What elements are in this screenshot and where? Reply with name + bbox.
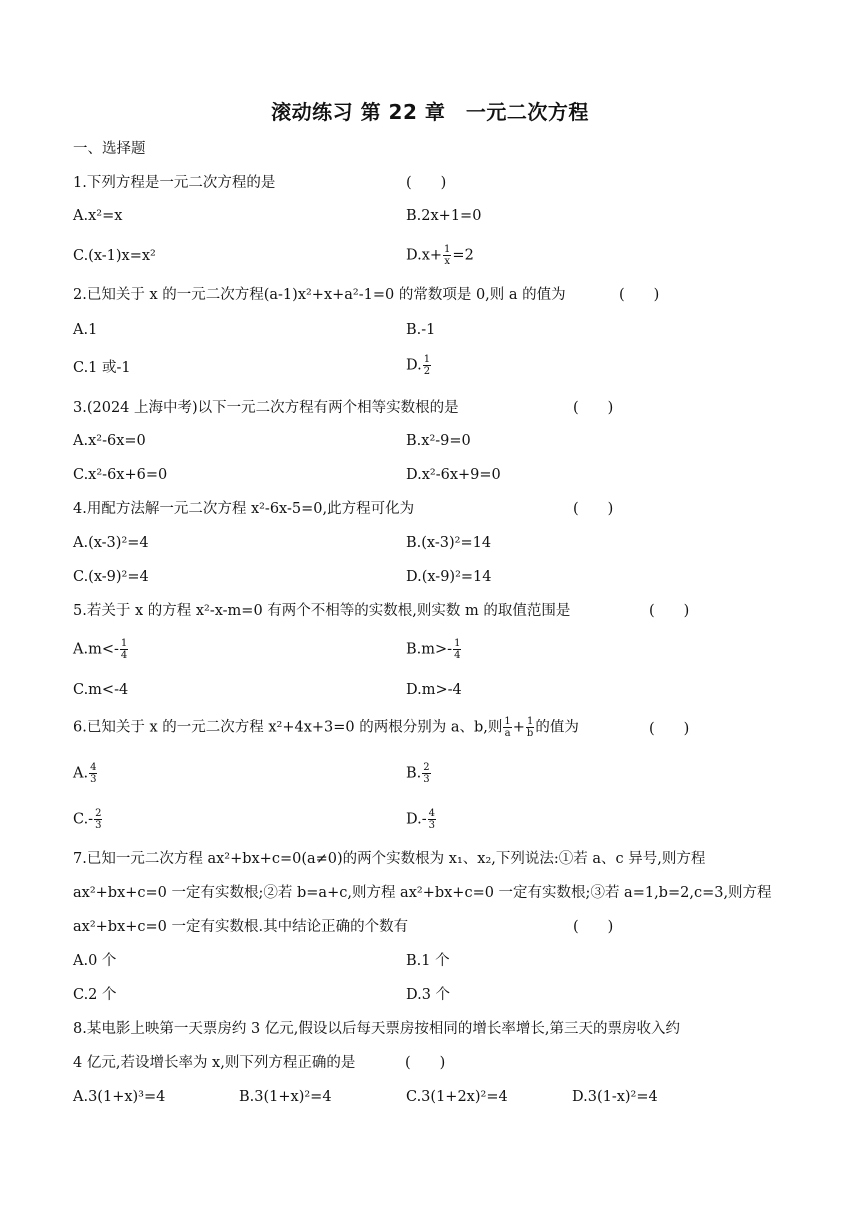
page-title: 滚动练习 第 22 章 一元二次方程	[271, 100, 589, 124]
q6-option-d-fraction	[428, 808, 436, 831]
q4-option-a: A.(x-3)²=4	[73, 535, 149, 551]
q6-stem-prefix: 6.已知关于 x 的一元二次方程 x²+4x+3=0 的两根分别为 a、b,则	[73, 719, 503, 736]
q1-option-d	[406, 244, 474, 267]
fraction-denominator: 3	[428, 820, 435, 831]
q1-option-d-fraction	[443, 244, 451, 267]
q1-stem: 1.下列方程是一元二次方程的是	[73, 175, 276, 191]
q6-option-a	[73, 762, 98, 785]
q8-option-d: D.3(1-x)²=4	[572, 1089, 658, 1105]
q3-answer-paren: ( )	[573, 400, 614, 416]
q8-option-c: C.3(1+2x)²=4	[406, 1089, 508, 1105]
q3-option-c: C.x²-6x+6=0	[73, 467, 168, 483]
q6-stem	[73, 716, 579, 739]
q7-stem-line-3: ax²+bx+c=0 一定有实数根.其中结论正确的个数有	[73, 919, 409, 935]
q6-option-b	[406, 762, 432, 785]
fraction-numerator: 1	[454, 638, 461, 649]
fraction-denominator: a	[504, 728, 511, 739]
fraction-denominator: 3	[90, 774, 97, 785]
q2-option-d-fraction	[423, 354, 431, 377]
q5-option-a	[73, 638, 129, 661]
q7-stem-line-1: 7.已知一元二次方程 ax²+bx+c=0(a≠0)的两个实数根为 x₁、x₂,下列说法:①若 a、c 异号,则方程	[73, 851, 706, 867]
q6-answer-paren: ( )	[649, 721, 690, 737]
q2-option-c: C.1 或-1	[73, 360, 131, 376]
fraction-denominator: 4	[120, 650, 128, 661]
q6-option-a-prefix: A.	[73, 765, 89, 782]
q5-option-d: D.m>-4	[406, 682, 462, 698]
q5-answer-paren: ( )	[649, 603, 690, 619]
q6-stem-suffix: 的值为	[535, 719, 579, 736]
fraction-denominator: 3	[423, 774, 430, 785]
q6-option-d	[406, 808, 437, 831]
q8-stem-line-2: 4 亿元,若设增长率为 x,则下列方程正确的是	[73, 1055, 356, 1071]
fraction-denominator: b	[526, 728, 534, 739]
q7-option-b: B.1 个	[406, 953, 450, 969]
q6-option-c-fraction	[94, 808, 102, 831]
q4-option-d: D.(x-9)²=14	[406, 569, 492, 585]
q4-option-c: C.(x-9)²=4	[73, 569, 149, 585]
q8-stem-line-1: 8.某电影上映第一天票房约 3 亿元,假设以后每天票房按相同的增长率增长,第三天的票房收入约	[73, 1021, 680, 1037]
q6-option-b-prefix: B.	[406, 765, 422, 782]
q1-option-a: A.x²=x	[73, 208, 123, 224]
q5-stem: 5.若关于 x 的方程 x²-x-m=0 有两个不相等的实数根,则实数 m 的取值范围是	[73, 603, 571, 619]
q8-option-a: A.3(1+x)³=4	[73, 1089, 166, 1105]
fraction-denominator: 4	[454, 650, 461, 661]
fraction-numerator: 1	[120, 638, 128, 649]
q8-answer-paren: ( )	[405, 1055, 446, 1071]
q2-option-a: A.1	[73, 322, 98, 338]
q7-option-d: D.3 个	[406, 987, 451, 1003]
q7-answer-paren: ( )	[573, 919, 614, 935]
fraction-denominator: x	[444, 256, 451, 267]
q4-stem: 4.用配方法解一元二次方程 x²-6x-5=0,此方程可化为	[73, 501, 415, 517]
q6-fraction-one-over-b	[526, 716, 534, 739]
q3-option-b: B.x²-9=0	[406, 433, 471, 449]
q2-option-d	[406, 354, 432, 377]
q5-option-a-prefix: A.m<-	[73, 641, 119, 658]
fraction-denominator: 3	[95, 820, 102, 831]
q7-option-c: C.2 个	[73, 987, 117, 1003]
q8-option-b: B.3(1+x)²=4	[239, 1089, 332, 1105]
q5-option-c: C.m<-4	[73, 682, 129, 698]
q6-option-d-prefix: D.-	[406, 811, 427, 828]
fraction-numerator: 1	[444, 244, 451, 255]
q5-option-a-fraction	[120, 638, 128, 661]
q5-option-b-prefix: B.m>-	[406, 641, 453, 658]
q3-option-a: A.x²-6x=0	[73, 433, 146, 449]
fraction-numerator: 4	[428, 808, 435, 819]
q2-stem: 2.已知关于 x 的一元二次方程(a-1)x²+x+a²-1=0 的常数项是 0,则 a 的值为	[73, 287, 566, 303]
q6-fraction-one-over-a	[503, 716, 511, 739]
q6-option-b-fraction	[422, 762, 430, 785]
section-heading: 一、选择题	[73, 141, 146, 157]
q2-option-d-prefix: D.	[406, 357, 422, 374]
fraction-numerator: 1	[423, 354, 431, 365]
fraction-numerator: 4	[90, 762, 97, 773]
q5-option-b	[406, 638, 462, 661]
q2-answer-paren: ( )	[619, 287, 660, 303]
q7-option-a: A.0 个	[73, 953, 117, 969]
q1-answer-paren: ( )	[406, 175, 447, 191]
fraction-numerator: 1	[504, 716, 511, 727]
q6-plus-sign: +	[512, 719, 525, 736]
fraction-numerator: 1	[526, 716, 534, 727]
fraction-numerator: 2	[423, 762, 430, 773]
q1-option-d-prefix: D.x+	[406, 247, 443, 264]
q6-option-a-fraction	[89, 762, 97, 785]
fraction-numerator: 2	[95, 808, 102, 819]
q7-stem-line-2: ax²+bx+c=0 一定有实数根;②若 b=a+c,则方程 ax²+bx+c=0 一定有实数根;③若 a=1,b=2,c=3,则方程	[73, 885, 772, 901]
q4-option-b: B.(x-3)²=14	[406, 535, 492, 551]
q6-option-c-prefix: C.-	[73, 811, 94, 828]
q2-option-b: B.-1	[406, 322, 436, 338]
q1-option-b: B.2x+1=0	[406, 208, 482, 224]
fraction-denominator: 2	[423, 366, 431, 377]
q6-option-c	[73, 808, 103, 831]
q3-stem: 3.(2024 上海中考)以下一元二次方程有两个相等实数根的是	[73, 400, 459, 416]
q4-answer-paren: ( )	[573, 501, 614, 517]
q1-option-c: C.(x-1)x=x²	[73, 248, 156, 264]
q3-option-d: D.x²-6x+9=0	[406, 467, 501, 483]
q5-option-b-fraction	[453, 638, 461, 661]
q1-option-d-suffix: =2	[452, 247, 474, 264]
